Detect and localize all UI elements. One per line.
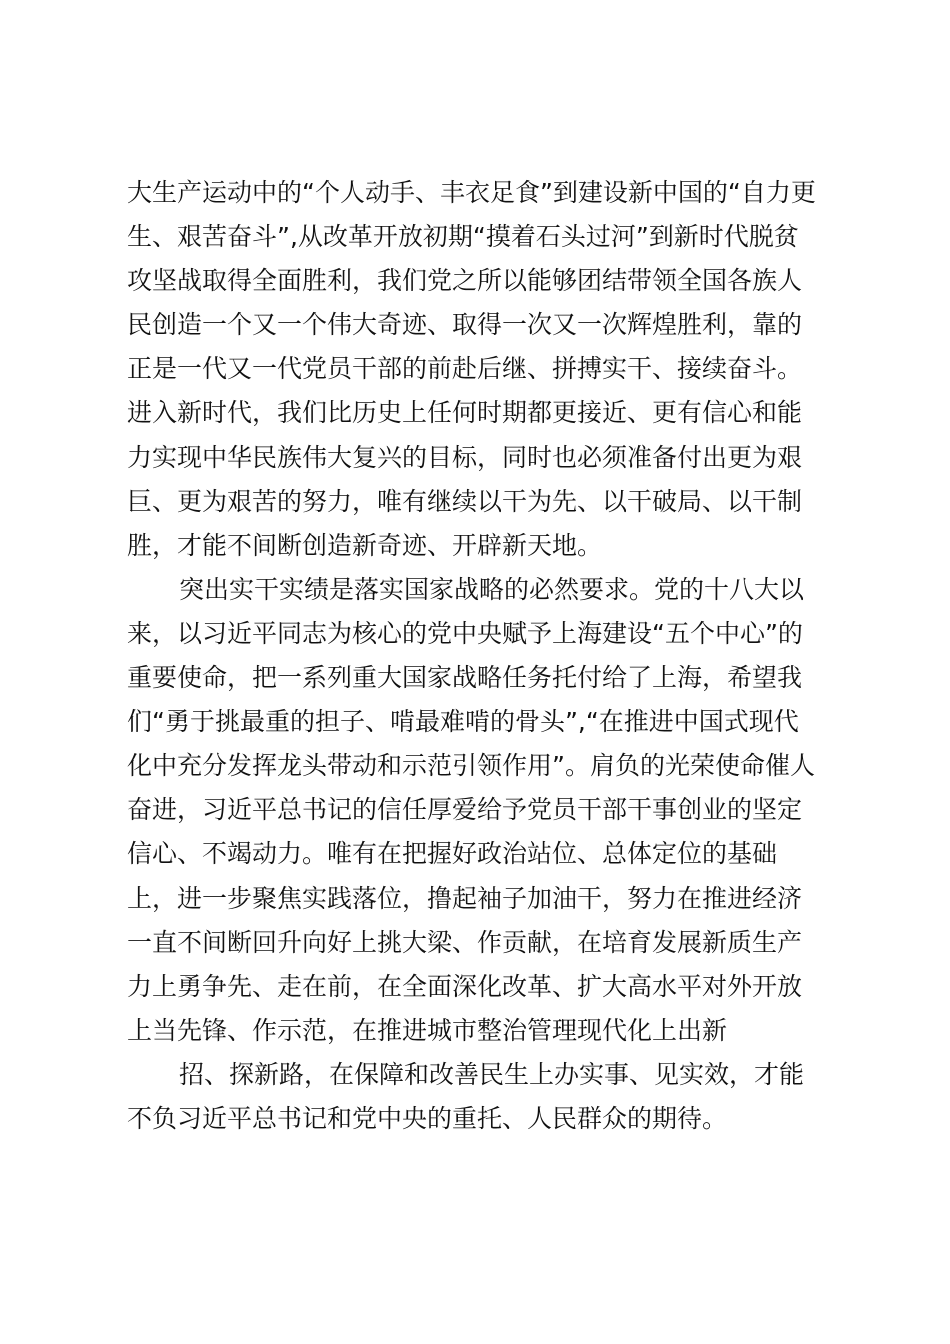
text-line: 信心、不竭动力。唯有在把握好政治站位、总体定位的基础 [127,839,778,869]
text-line: 胜，才能不间断创造新奇迹、开辟新天地。 [127,530,603,560]
text-line: 民创造一个又一个伟大奇迹、取得一次又一次辉煌胜利，靠的 [127,310,803,340]
text-line: 力上勇争先、走在前，在全面深化改革、扩大高水平对外开放 [127,971,803,1001]
text-line: 化中充分发挥龙头带动和示范引领作用”。肩负的光荣使命催人 [127,751,815,781]
text-line: 巨、更为艰苦的努力，唯有继续以干为先、以干破局、以干制 [127,486,803,516]
text-line: 一直不间断回升向好上挑大梁、作贡献，在培育发展新质生产 [127,927,803,957]
text-line: 重要使命，把一系列重大国家战略任务托付给了上海，希望我 [127,663,803,693]
text-line: 奋进，习近平总书记的信任厚爱给予党员干部干事创业的坚定 [127,795,803,825]
body-text [127,171,831,1141]
text-line: 进入新时代，我们比历史上任何时期都更接近、更有信心和能 [127,398,803,428]
text-line: 来，以习近平同志为核心的党中央赋予上海建设“五个中心”的 [127,618,803,648]
text-line: 不负习近平总书记和党中央的重托、人民群众的期待。 [127,1103,728,1133]
text-line: 正是一代又一代党员干部的前赴后继、拼搏实干、接续奋斗。 [127,354,803,384]
text-line: 上当先锋、作示范，在推进城市整治管理现代化上出新 [127,1015,728,1045]
text-line: 招、探新路，在保障和改善民生上办实事、见实效，才能 [179,1059,805,1089]
text-line: 们“勇于挑最重的担子、啃最难啃的骨头”,“在推进中国式现代 [127,707,799,737]
text-line: 大生产运动中的“个人动手、丰衣足食”到建设新中国的“自力更 [127,178,816,207]
text-line: 力实现中华民族伟大复兴的目标，同时也必须准备付出更为艰 [127,442,803,472]
text-line: 生、艰苦奋斗”,从改革开放初期“摸着石头过河”到新时代脱贫 [127,222,799,252]
text-line: 突出实干实绩是落实国家战略的必然要求。党的十八大以 [179,574,805,604]
text-line: 攻坚战取得全面胜利，我们党之所以能够团结带领全国各族人 [127,266,803,296]
text-line: 上，进一步聚焦实践落位，撸起袖子加油干，努力在推进经济 [127,883,803,913]
